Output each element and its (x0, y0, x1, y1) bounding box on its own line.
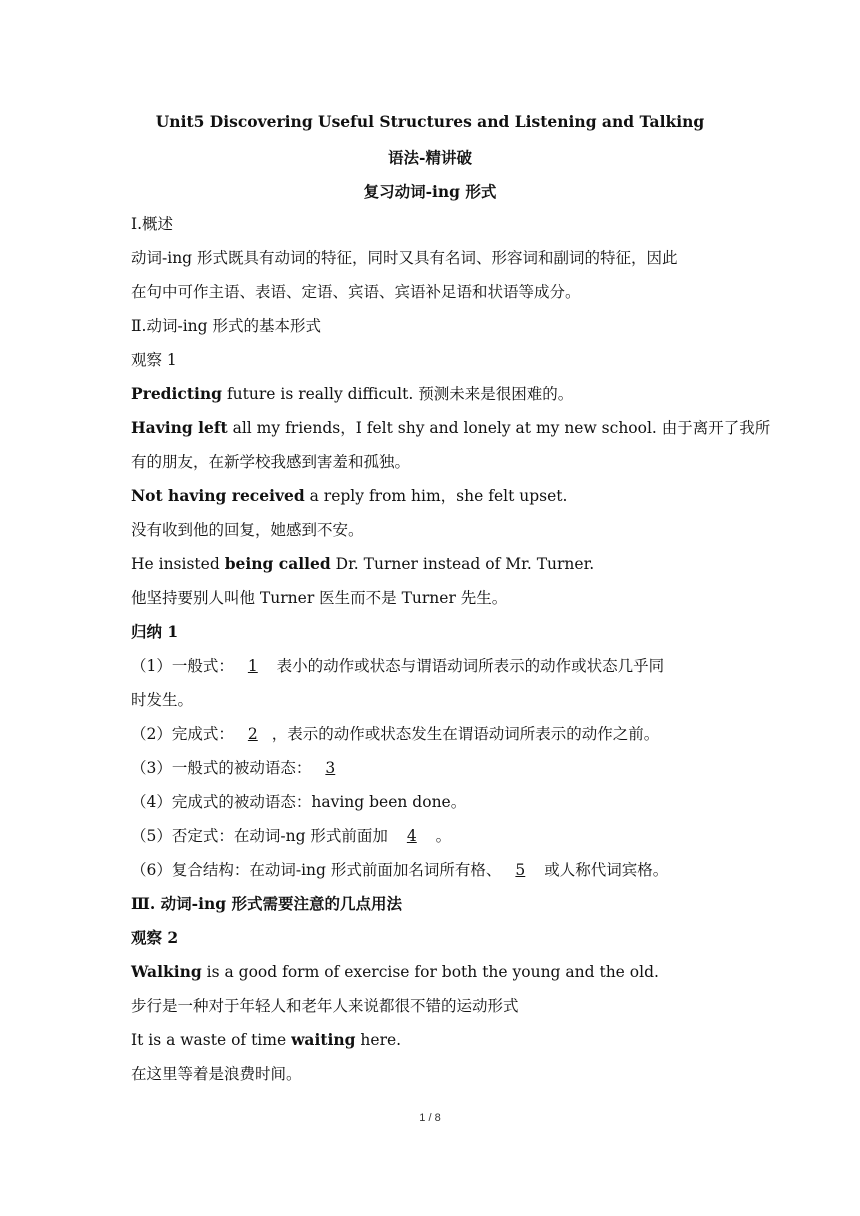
document-title: Unit5 Discovering Useful Structures and Listening and Talking (155, 112, 705, 131)
example-translation-5: 步行是一种对于年轻人和老年人来说都很不错的运动形式 (131, 997, 519, 1015)
example-text: a reply from him，she felt upset. (304, 487, 568, 505)
example-translation-3: 没有收到他的回复，她感到不安。 (131, 521, 364, 539)
answer-blank-5: 5 (515, 861, 526, 879)
answer-blank-4: 4 (406, 827, 417, 845)
example-text: is a good form of exercise for both the young and the old. (201, 963, 659, 981)
example-text: It is a waste of time (131, 1031, 292, 1049)
answer-blank-3: 3 (325, 759, 336, 777)
rule-1 (131, 656, 729, 676)
answer-blank-1: 1 (247, 657, 258, 675)
page-number: 1 / 8 (419, 1112, 441, 1124)
example-keyword: Having left (131, 418, 228, 437)
rule-text: （6）复合结构：在动词-ing 形式前面加名词所有格、 (131, 861, 502, 879)
answer-blank-2: 2 (247, 725, 258, 743)
example-sentence-6 (131, 1030, 729, 1050)
rule-4: （4）完成式的被动语态：having been done。 (131, 793, 467, 811)
rule-5 (131, 826, 729, 846)
summary1-heading: 归纳 1 (131, 622, 179, 641)
example-keyword: Walking (131, 962, 202, 981)
rule-2 (131, 724, 729, 744)
rule-6 (131, 860, 729, 880)
rule-1-continued: 时发生。 (131, 691, 194, 709)
example-sentence-1 (131, 384, 729, 404)
rule-text: 或人称代词宾格。 (539, 861, 669, 879)
section3-heading: Ⅲ. 动词-ing 形式需要注意的几点用法 (131, 894, 402, 913)
example-sentence-4 (131, 554, 729, 574)
section1-heading: I.概述 (131, 215, 174, 233)
example-sentence-2-continued: 有的朋友，在新学校我感到害羞和孤独。 (131, 453, 411, 471)
rule-text: ，表示的动作或状态发生在谓语动词所表示的动作之前。 (271, 725, 660, 743)
example-keyword: being called (224, 554, 331, 573)
overview-paragraph-line2: 在句中可作主语、表语、定语、宾语、宾语补足语和状语等成分。 (131, 283, 581, 301)
example-sentence-5 (131, 962, 729, 982)
example-keyword: Not having received (131, 486, 305, 505)
document-subtitle: 语法-精讲破 (388, 148, 472, 167)
example-text: He insisted (131, 555, 225, 573)
example-text: all my friends，I felt shy and lonely at my new school. 由于离开了我所 (227, 419, 771, 437)
example-text: future is really difficult. 预测未来是很困难的。 (222, 385, 574, 403)
rule-text: （3）一般式的被动语态： (131, 759, 312, 777)
example-translation-6: 在这里等着是浪费时间。 (131, 1065, 302, 1083)
observe1-label: 观察 1 (131, 351, 177, 369)
example-keyword: waiting (291, 1030, 356, 1049)
rule-text: （1）一般式： (131, 657, 234, 675)
example-text: Dr. Turner instead of Mr. Turner. (330, 555, 595, 573)
section2-heading: Ⅱ.动词-ing 形式的基本形式 (131, 317, 321, 335)
example-sentence-2 (131, 418, 771, 438)
example-translation-4: 他坚持要别人叫他 Turner 医生而不是 Turner 先生。 (131, 589, 508, 607)
example-text: here. (355, 1031, 402, 1049)
rule-text: 表小的动作或状态与谓语动词所表示的动作或状态几乎同 (271, 657, 665, 675)
rule-text: 。 (430, 827, 452, 845)
rule-text: （5）否定式：在动词-ng 形式前面加 (131, 827, 393, 845)
observe2-label: 观察 2 (131, 928, 179, 947)
rule-3 (131, 758, 729, 778)
example-keyword: Predicting (131, 384, 223, 403)
example-sentence-3 (131, 486, 729, 506)
rule-text: （2）完成式： (131, 725, 234, 743)
overview-paragraph-line1: 动词-ing 形式既具有动词的特征，同时又具有名词、形容词和副词的特征，因此 (131, 249, 678, 267)
topic-heading: 复习动词-ing 形式 (363, 182, 497, 201)
